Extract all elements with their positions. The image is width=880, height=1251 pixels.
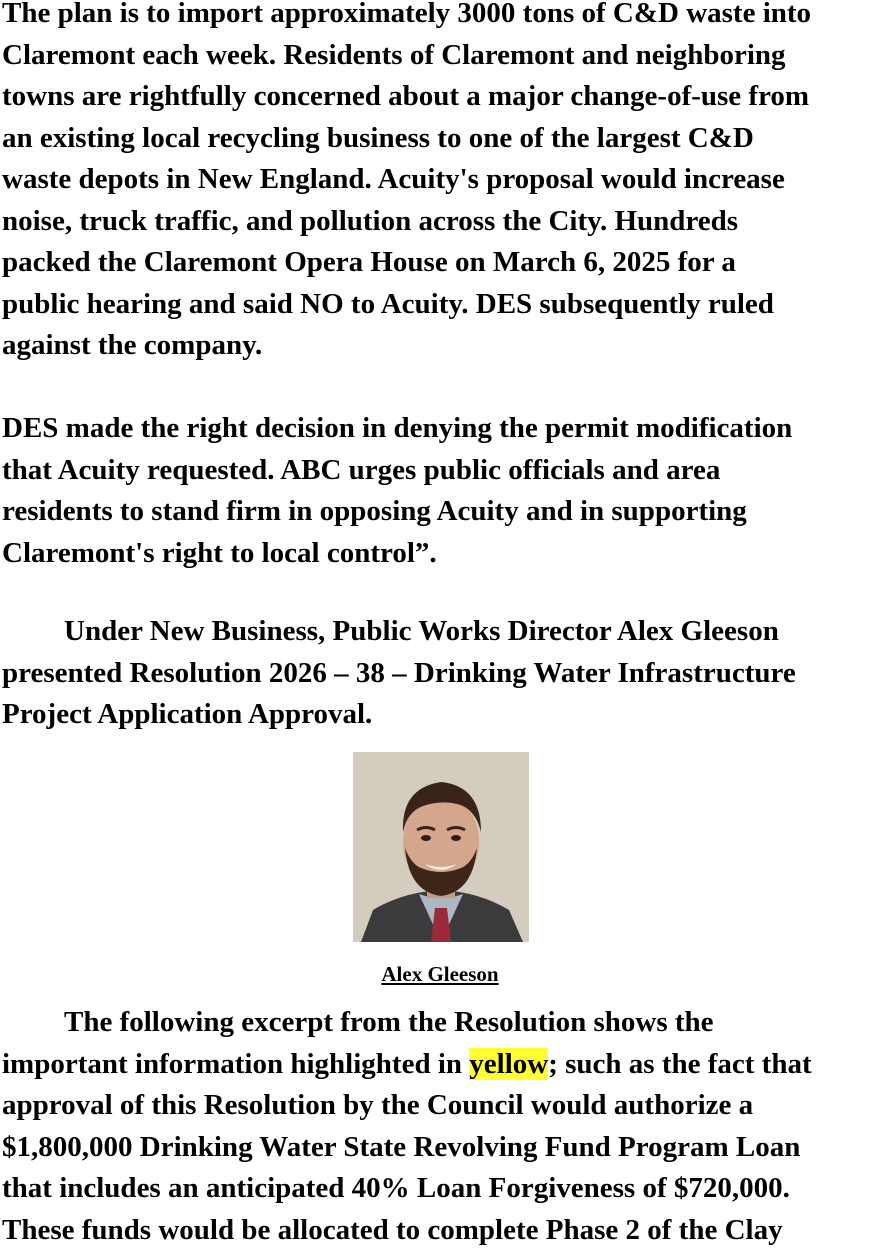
text-line: waste depots in New England. Acuity's proposal would increase (2, 159, 878, 201)
text-line: against the company. (2, 325, 878, 367)
text-line: Project Application Approval. (2, 694, 878, 736)
text-line (2, 1002, 878, 1044)
text-line: These funds would be allocated to complete Phase 2 of the Clay (2, 1210, 878, 1251)
text-segment: important information highlighted in (2, 1048, 469, 1080)
photo-caption: Alex Gleeson (0, 960, 880, 988)
text-line-content: Under New Business, Public Works Director Alex Gleeson (64, 615, 779, 647)
text-line: Claremont's right to local control”. (2, 533, 878, 575)
paragraph-acuity-plan (2, 0, 878, 367)
text-line: presented Resolution 2026 – 38 – Drinking Water Infrastructure (2, 653, 878, 695)
text-line: that includes an anticipated 40% Loan Forgiveness of $720,000. (2, 1168, 878, 1210)
text-line (2, 1044, 878, 1086)
text-segment: ; such as the fact that (548, 1048, 811, 1080)
text-line: DES made the right decision in denying the permit modification (2, 408, 878, 450)
text-line: residents to stand firm in opposing Acuity and in supporting (2, 491, 878, 533)
text-line: public hearing and said NO to Acuity. DES subsequently ruled (2, 284, 878, 326)
text-line: that Acuity requested. ABC urges public officials and area (2, 450, 878, 492)
paragraph-resolution-excerpt (2, 1002, 878, 1251)
text-line: an existing local recycling business to one of the largest C&D (2, 118, 878, 160)
text-line (2, 611, 878, 653)
text-line: towns are rightfully concerned about a major change-of-use from (2, 76, 878, 118)
text-line-content: The following excerpt from the Resolution shows the (64, 1006, 714, 1038)
paragraph-des-decision (2, 408, 878, 574)
text-line: approval of this Resolution by the Council would authorize a (2, 1085, 878, 1127)
text-line: $1,800,000 Drinking Water State Revolving Fund Program Loan (2, 1127, 878, 1169)
text-line: Claremont each week. Residents of Claremont and neighboring (2, 35, 878, 77)
paragraph-new-business (2, 611, 878, 736)
highlighted-word: yellow (469, 1048, 548, 1080)
portrait-image (353, 752, 529, 942)
text-line: noise, truck traffic, and pollution across the City. Hundreds (2, 201, 878, 243)
text-line: packed the Claremont Opera House on March 6, 2025 for a (2, 242, 878, 284)
text-line: The plan is to import approximately 3000 tons of C&D waste into (2, 0, 878, 35)
alex-gleeson-photo (353, 752, 529, 942)
